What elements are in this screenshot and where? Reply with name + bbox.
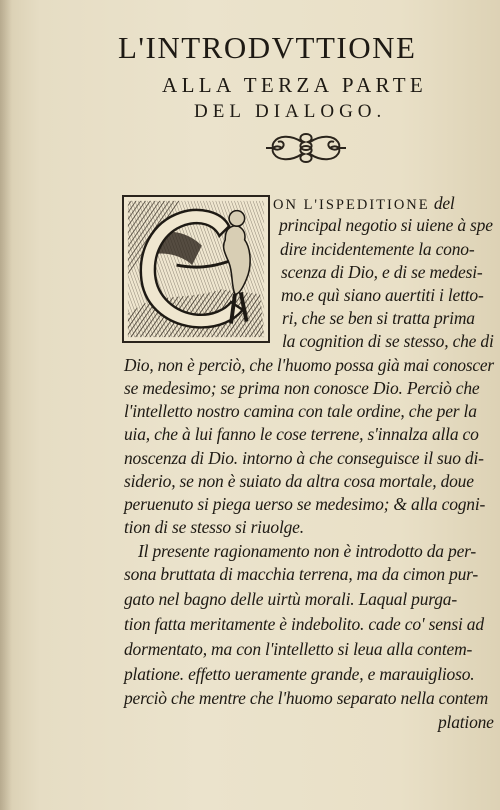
opening-tail: del bbox=[429, 193, 455, 213]
text-line: perciò che mentre che l'huomo separato nella contem bbox=[124, 688, 489, 708]
text-line: la cognition di se stesso, che di bbox=[282, 331, 494, 351]
text-line: tion fatta meritamente è indebolito. cade co' sensi ad bbox=[124, 614, 484, 634]
text-line: l'intelletto nostro camina con tale ordine, che per la bbox=[124, 401, 477, 421]
page-title: L'INTRODVTTIONE bbox=[118, 30, 417, 65]
text-line: dire incidentemente la cono- bbox=[280, 239, 475, 259]
page-gutter-shadow bbox=[0, 0, 12, 810]
subtitle-line-2: DEL DIALOGO. bbox=[194, 101, 387, 122]
text-line: mo.e quì siano auertiti i letto- bbox=[281, 285, 484, 305]
text-line: Dio, non è perciò, che l'huomo possa già mai conoscer bbox=[124, 355, 494, 375]
text-line: uia, che à lui fanno le cose terrene, s'innalza alla co bbox=[124, 424, 479, 444]
text-line: dormentato, ma con l'intelletto si leua alla contem- bbox=[124, 639, 473, 659]
text-line: siderio, se non è suiato da altra cosa mortale, doue bbox=[124, 471, 474, 491]
text-line: scenza di Dio, e di se medesi- bbox=[281, 262, 483, 282]
text-line: principal negotio si uiene à spe bbox=[279, 215, 493, 235]
decorated-initial-c-icon bbox=[122, 195, 270, 343]
text-line-opening bbox=[273, 193, 455, 214]
text-line: ri, che se ben si tratta prima bbox=[282, 308, 475, 328]
text-line: se medesimo; se prima non conosce Dio. Perciò che bbox=[124, 378, 480, 398]
text-line: gato nel bagno delle uirtù morali. Laqual purga- bbox=[124, 589, 457, 609]
text-line: platione. effetto ueramente grande, e marauiglioso. bbox=[124, 664, 475, 684]
text-line: tion di se stesso si riuolge. bbox=[124, 517, 304, 537]
text-line: platione bbox=[438, 712, 494, 732]
text-line: noscenza di Dio. intorno à che conseguisce il suo di- bbox=[124, 448, 484, 468]
text-line: Il presente ragionamento non è introdotto da per- bbox=[138, 541, 477, 561]
text-line: peruenuto si piega uerso se medesimo; & alla cogni- bbox=[124, 494, 486, 514]
fleuron-ornament-icon bbox=[264, 130, 348, 166]
text-line: sona bruttata di macchia terrena, ma da cimon pur- bbox=[124, 564, 479, 584]
opening-smallcaps: ON L'ISPEDITIONE bbox=[273, 197, 430, 213]
subtitle-line-1: ALLA TERZA PARTE bbox=[162, 73, 428, 97]
